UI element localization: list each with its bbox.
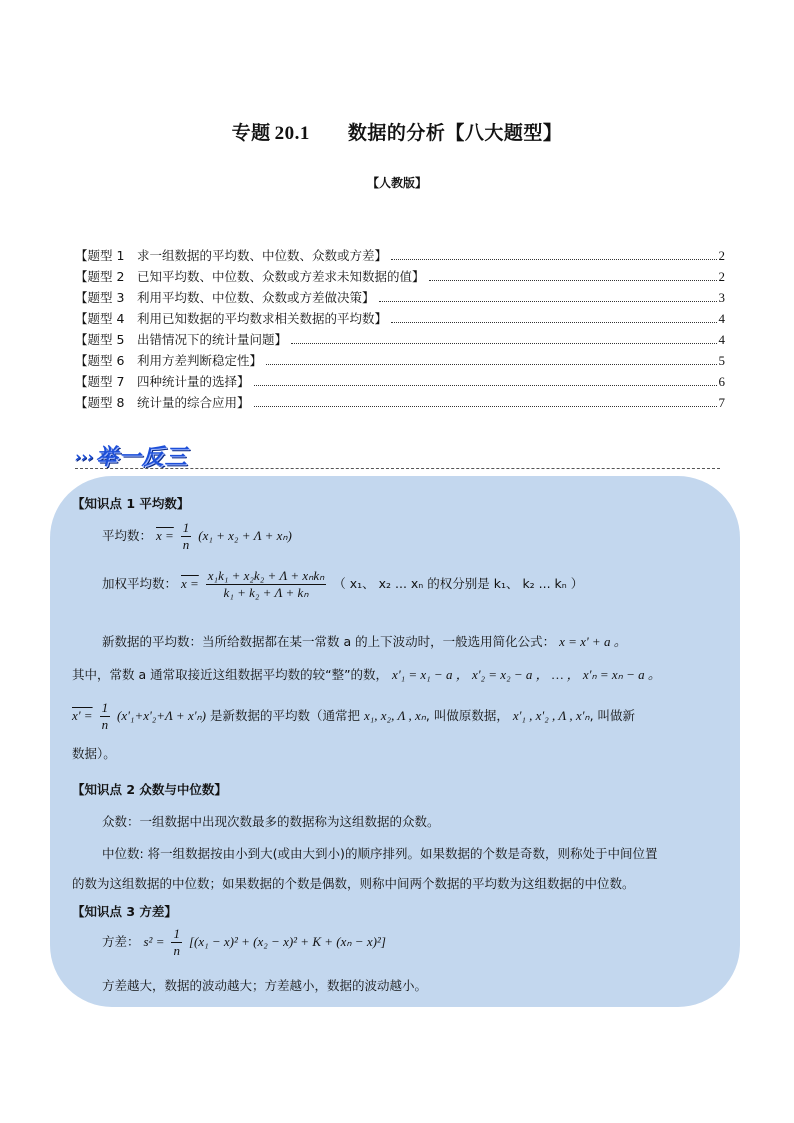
k1-average-formula <box>102 520 292 553</box>
toc-label[interactable] <box>75 351 262 369</box>
k2-heading: 【知识点 2 众数与中位数】 <box>72 782 227 797</box>
toc-label[interactable] <box>75 393 250 411</box>
toc-type: 【题型 1 <box>75 248 125 263</box>
toc-row[interactable] <box>75 351 725 372</box>
page-title <box>0 118 794 145</box>
toc-text: 四种统计量的选择】 <box>137 374 250 389</box>
toc-type: 【题型 5 <box>75 332 125 347</box>
toc-text: 利用已知数据的平均数求相关数据的平均数】 <box>137 311 388 326</box>
toc-label[interactable] <box>75 330 287 348</box>
k3-var-den: n <box>173 943 180 958</box>
k1-line3 <box>72 700 635 733</box>
k2-median-text1: 中位数: 将一组数据按由小到大(或由大到小)的顺序排列。如果数据的个数是奇数，则称处于中间位置 <box>102 846 658 861</box>
divider <box>75 468 720 469</box>
toc-type: 【题型 6 <box>75 353 125 368</box>
toc-page: 6 <box>718 374 725 389</box>
k1-avg-lhs: x = <box>156 528 174 543</box>
toc-page: 2 <box>718 248 725 263</box>
k1-line3-text3: , 叫做新 <box>589 708 636 723</box>
k1-line4: 数据）。 <box>72 746 116 761</box>
toc-text: 已知平均数、中位数、众数或方差求未知数据的值】 <box>137 269 425 284</box>
toc-type: 【题型 3 <box>75 290 125 305</box>
toc-label[interactable] <box>75 372 250 390</box>
toc-page: 4 <box>718 311 725 326</box>
knowledge-card <box>50 476 740 1007</box>
toc-page: 5 <box>718 353 725 368</box>
k1-line3-lhs: x' = <box>72 708 93 723</box>
section-banner <box>75 440 188 471</box>
k1-line2 <box>72 664 661 683</box>
k1-weighted-formula <box>102 568 583 601</box>
toc-text: 出错情况下的统计量问题】 <box>137 332 288 347</box>
k2-median-text2: 的数为这组数据的中位数；如果数据的个数是偶数，则称中间两个数据的平均数为这组数据的中位数。 <box>72 876 635 891</box>
toc-leader <box>254 385 717 386</box>
k1-line3-num: 1 <box>101 700 109 715</box>
toc-type: 【题型 4 <box>75 311 125 326</box>
toc-label[interactable] <box>75 246 387 264</box>
toc-label[interactable] <box>75 267 425 285</box>
k1-new-average-text: 新数据的平均数：当所给数据都在某一常数 a 的上下波动时，一般选用简化公式： <box>102 634 556 649</box>
toc-row[interactable] <box>75 246 725 267</box>
k3-variance-label: 方差： <box>102 934 140 949</box>
k3-var-rhs: [(x₁ − x)² + (x₂ − x)² + K + (xₙ − x)²] <box>188 934 386 949</box>
k1-line3-den: n <box>101 717 109 732</box>
k3-var-num: 1 <box>173 926 180 941</box>
k1-average-label: 平均数： <box>102 528 153 543</box>
k3-variance-note: 方差越大，数据的波动越大；方差越小，数据的波动越小。 <box>102 978 428 993</box>
k1-line2-formula: x'₁ = x₁ − a ， x'₂ = x₂ − a ， … ， x'ₙ = xₙ − a 。 <box>392 667 661 682</box>
k1-line3-f1: x₁, x₂, Λ , xₙ <box>364 708 426 723</box>
k1-new-average <box>102 631 627 650</box>
k1-line3-f2: x'₁ , x'₂ , Λ , x'ₙ <box>512 708 590 723</box>
toc-row[interactable] <box>75 330 725 351</box>
k1-weighted-note: （ x₁、 x₂ ... xₙ 的权分别是 k₁、 k₂ ... kₙ ） <box>333 576 584 591</box>
toc-type: 【题型 7 <box>75 374 125 389</box>
toc-row[interactable] <box>75 372 725 393</box>
toc-leader <box>254 406 717 407</box>
toc-row[interactable] <box>75 393 725 414</box>
toc-page: 7 <box>718 395 725 410</box>
k1-line3-text: 是新数据的平均数（通常把 <box>210 708 361 723</box>
edition-label: 【人教版】 <box>366 176 427 190</box>
toc-leader <box>291 343 716 344</box>
k1-weighted-den: k₁ + k₂ + Λ + kₙ <box>223 585 309 600</box>
toc-label[interactable] <box>75 288 375 306</box>
banner-arrows-icon: ››› <box>75 448 94 466</box>
toc-leader <box>429 280 717 281</box>
toc-leader <box>379 301 717 302</box>
k1-weighted-label: 加权平均数： <box>102 576 178 591</box>
k1-line3-text2: , 叫做原数据， <box>425 708 509 723</box>
toc-type: 【题型 8 <box>75 395 125 410</box>
toc-page: 2 <box>718 269 725 284</box>
title-main: 数据的分析【八大题型】 <box>347 122 563 144</box>
k2-mode-text: 众数：一组数据中出现次数最多的数据称为这组数据的众数。 <box>102 814 440 829</box>
toc-leader <box>391 322 716 323</box>
toc-page: 3 <box>718 290 725 305</box>
k1-weighted-lhs: x = <box>181 576 199 591</box>
k1-line2-text: 其中，常数 a 通常取接近这组数据平均数的较“整”的数， <box>72 667 389 682</box>
k3-var-lhs: s² = <box>143 934 165 949</box>
banner-title: 举一反三 <box>95 445 188 470</box>
k1-line3-rhs: (x'₁+x'₂+Λ + x'ₙ) <box>117 708 207 723</box>
k1-avg-num: 1 <box>182 520 190 535</box>
k3-variance-formula <box>102 926 386 959</box>
title-number: 20.1 <box>274 123 310 144</box>
table-of-contents <box>75 246 725 414</box>
toc-text: 利用方差判断稳定性】 <box>137 353 263 368</box>
toc-page: 4 <box>718 332 725 347</box>
toc-row[interactable] <box>75 288 725 309</box>
k1-new-average-formula: x = x' + a 。 <box>559 634 627 649</box>
toc-type: 【题型 2 <box>75 269 125 284</box>
toc-leader <box>391 259 716 260</box>
toc-row[interactable] <box>75 267 725 288</box>
toc-leader <box>266 364 716 365</box>
k1-weighted-num: x₁k₁ + x₂k₂ + Λ + xₙkₙ <box>207 568 325 583</box>
k3-heading: 【知识点 3 方差】 <box>72 904 177 919</box>
toc-text: 统计量的综合应用】 <box>137 395 250 410</box>
toc-row[interactable] <box>75 309 725 330</box>
k1-heading: 【知识点 1 平均数】 <box>72 496 190 511</box>
k1-avg-rhs: (x₁ + x₂ + Λ + xₙ) <box>198 528 292 543</box>
title-prefix: 专题 <box>231 122 271 144</box>
k1-avg-den: n <box>182 537 190 552</box>
toc-text: 求一组数据的平均数、中位数、众数或方差】 <box>137 248 388 263</box>
toc-label[interactable] <box>75 309 387 327</box>
toc-text: 利用平均数、中位数、众数或方差做决策】 <box>137 290 375 305</box>
